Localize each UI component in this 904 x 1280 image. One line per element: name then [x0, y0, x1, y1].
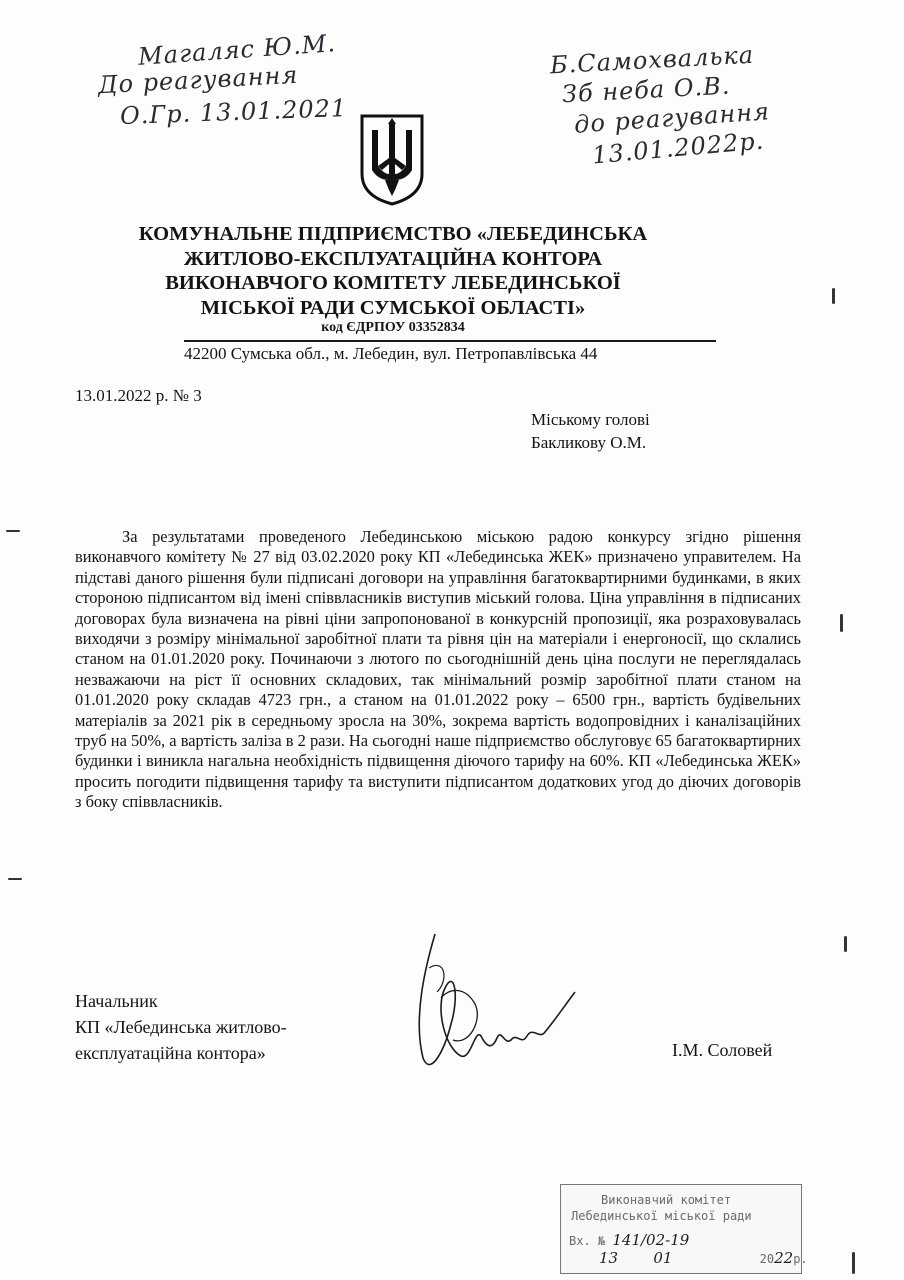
- handwritten-note-right-1: Б.Самохвалька: [549, 40, 755, 80]
- header-rule: [184, 340, 716, 342]
- signatory-position: [75, 988, 287, 1066]
- handwritten-note-left-3: О.Гр. 13.01.2021: [119, 94, 348, 130]
- organization-address: 42200 Сумська обл., м. Лебедин, вул. Петропавлівська 44: [184, 344, 598, 363]
- handwritten-note-left-1: Магаляс Ю.М.: [137, 29, 337, 71]
- handwritten-note-right-4: 13.01.2022р.: [591, 126, 766, 170]
- scan-mark: [6, 530, 20, 532]
- letter-date-number: 13.01.2022 р. № 3: [75, 386, 202, 405]
- recipient-line: Бакликову О.М.: [531, 433, 647, 452]
- stamp-date: 13 01 2022р.: [599, 1249, 808, 1267]
- scan-mark: [8, 878, 22, 880]
- edrpou-code: код ЄДРПОУ 03352834: [321, 320, 465, 335]
- handwritten-signature: [405, 928, 585, 1078]
- position-line: КП «Лебединська житлово-: [75, 1017, 287, 1037]
- scan-mark: [832, 288, 835, 304]
- recipient-block: [531, 408, 650, 454]
- scan-mark: [844, 936, 847, 952]
- org-title-line: МІСЬКОЇ РАДИ СУМСЬКОЇ ОБЛАСТІ»: [200, 296, 586, 319]
- stamp-line: Лебединської міської ради: [571, 1209, 752, 1223]
- stamp-line: Виконавчий комітет: [601, 1193, 732, 1207]
- org-title-line: ВИКОНАВЧОГО КОМІТЕТУ ЛЕБЕДИНСЬКОЇ: [165, 272, 621, 294]
- organization-title: [100, 222, 686, 320]
- trident-icon: [358, 112, 426, 206]
- handwritten-note-right-3: до реагування: [573, 97, 771, 139]
- org-title-line: ЖИТЛОВО-ЕКСПЛУАТАЦІЙНА КОНТОРА: [183, 247, 603, 270]
- position-line: експлуатаційна контора»: [75, 1043, 266, 1063]
- scan-mark: [852, 1252, 855, 1274]
- letter-body: За результатами проведеного Лебединською міською радою конкурсу згідно рішення виконавчого комітету № 27 від 03.02.2020 року КП «Лебединська ЖЕК» призначено управителем. На підставі даного рішення були підписані договори на управління багатоквартирними будинками, в яких стороною підписантом від імені співвласників виступив міський голова. Ціна управління в підписаних договорах була визначена на рівні ціни запропонованої в конкурсній пропозиції, яка розраховувалась виходячи з розміру мінімальної заробітної плати та рівня цін на матеріали і енергоносії, що склались станом на 01.01.2020 року. Починаючи з лютого по сьогоднішній день ціна послуги не переглядалась незважаючи на ріст її основних складових, так мінімальний розмір заробітної плати станом на 01.01.2020 року складав 4723 грн., а станом на 01.01.2022 року – 6500 грн., вартість будівельних матеріалів за 2021 рік в середньому зросла на 30%, зокрема вартість водопровідних і каналізаційних труб на 50%, а вартість заліза в 2 рази. На сьогодні наше підприємство обслуговує 65 багатоквартирних будинки і виникла нагальна необхідність підвищення діючого тарифу на 60%. КП «Лебединська ЖЕК» просить погодити підвищення тарифу та виступити підписантом додаткових угод до діючих договорів з боку співвласників.: [75, 527, 801, 812]
- handwritten-note-left-2: До реагування: [97, 60, 299, 100]
- stamp-incoming-number: Вх. № 141/02-19: [569, 1231, 690, 1249]
- position-line: Начальник: [75, 991, 158, 1011]
- signatory-name: І.М. Соловей: [672, 1040, 773, 1060]
- registration-stamp: [560, 1184, 808, 1274]
- recipient-line: Міському голові: [531, 410, 650, 429]
- handwritten-note-right-2: Зб неба О.В.: [561, 71, 732, 109]
- org-title-line: КОМУНАЛЬНЕ ПІДПРИЄМСТВО «ЛЕБЕДИНСЬКА: [138, 223, 648, 245]
- scan-mark: [840, 614, 843, 632]
